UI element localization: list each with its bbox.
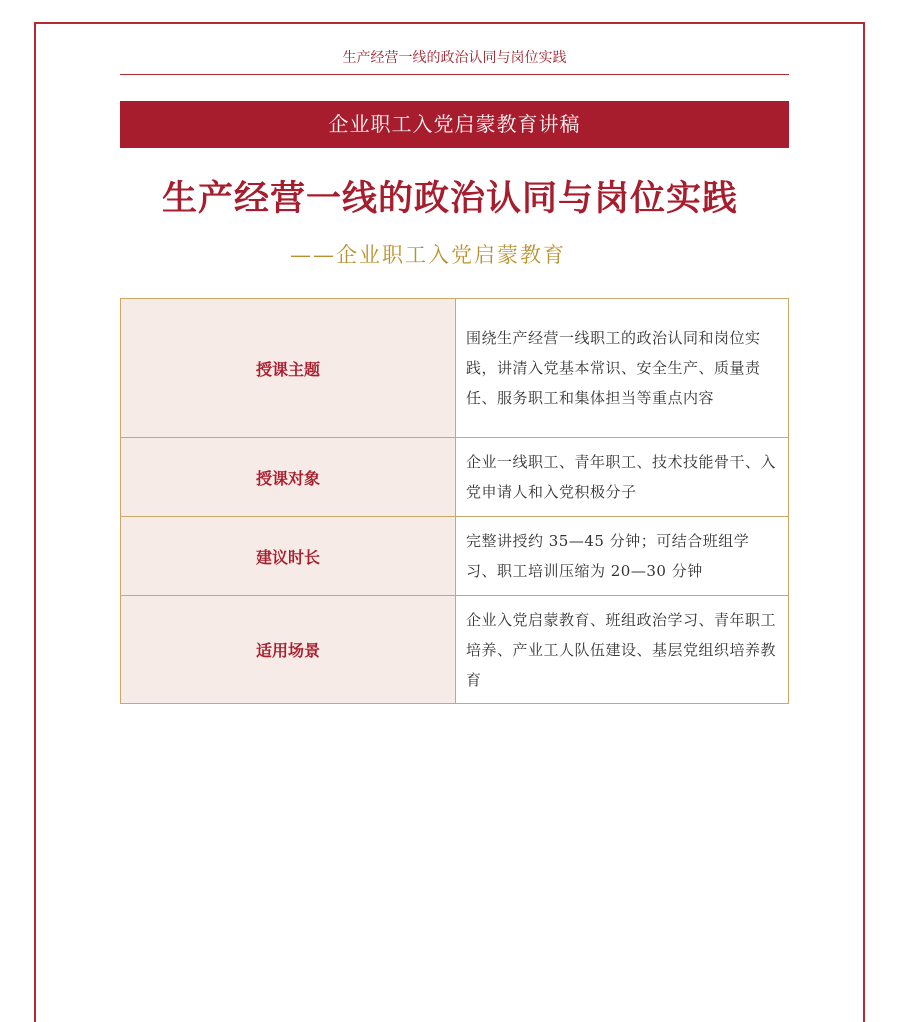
info-table xyxy=(120,298,789,704)
row-label-scenario: 适用场景 xyxy=(121,596,456,704)
banner-title: 企业职工入党启蒙教育讲稿 xyxy=(120,101,789,148)
row-label-topic: 授课主题 xyxy=(121,299,456,438)
table-row xyxy=(121,596,789,704)
main-title: 生产经营一线的政治认同与岗位实践 xyxy=(161,179,738,219)
header-rule xyxy=(120,74,789,75)
running-header: 生产经营一线的政治认同与岗位实践 xyxy=(342,50,567,66)
row-value-audience: 企业一线职工、青年职工、技术技能骨干、入党申请人和入党积极分子 xyxy=(456,438,789,517)
table-row xyxy=(121,299,789,438)
row-value-duration: 完整讲授约 35—45 分钟；可结合班组学习、职工培训压缩为 20—30 分钟 xyxy=(456,517,789,596)
row-value-scenario: 企业入党启蒙教育、班组政治学习、青年职工培养、产业工人队伍建设、基层党组织培养教育 xyxy=(456,596,789,704)
table-row xyxy=(121,438,789,517)
sub-title: ——企业职工入党启蒙教育 xyxy=(290,243,566,267)
row-label-audience: 授课对象 xyxy=(121,438,456,517)
row-label-duration: 建议时长 xyxy=(121,517,456,596)
row-value-topic: 围绕生产经营一线职工的政治认同和岗位实践，讲清入党基本常识、安全生产、质量责任、服务职工和集体担当等重点内容 xyxy=(456,299,789,438)
table-row xyxy=(121,517,789,596)
